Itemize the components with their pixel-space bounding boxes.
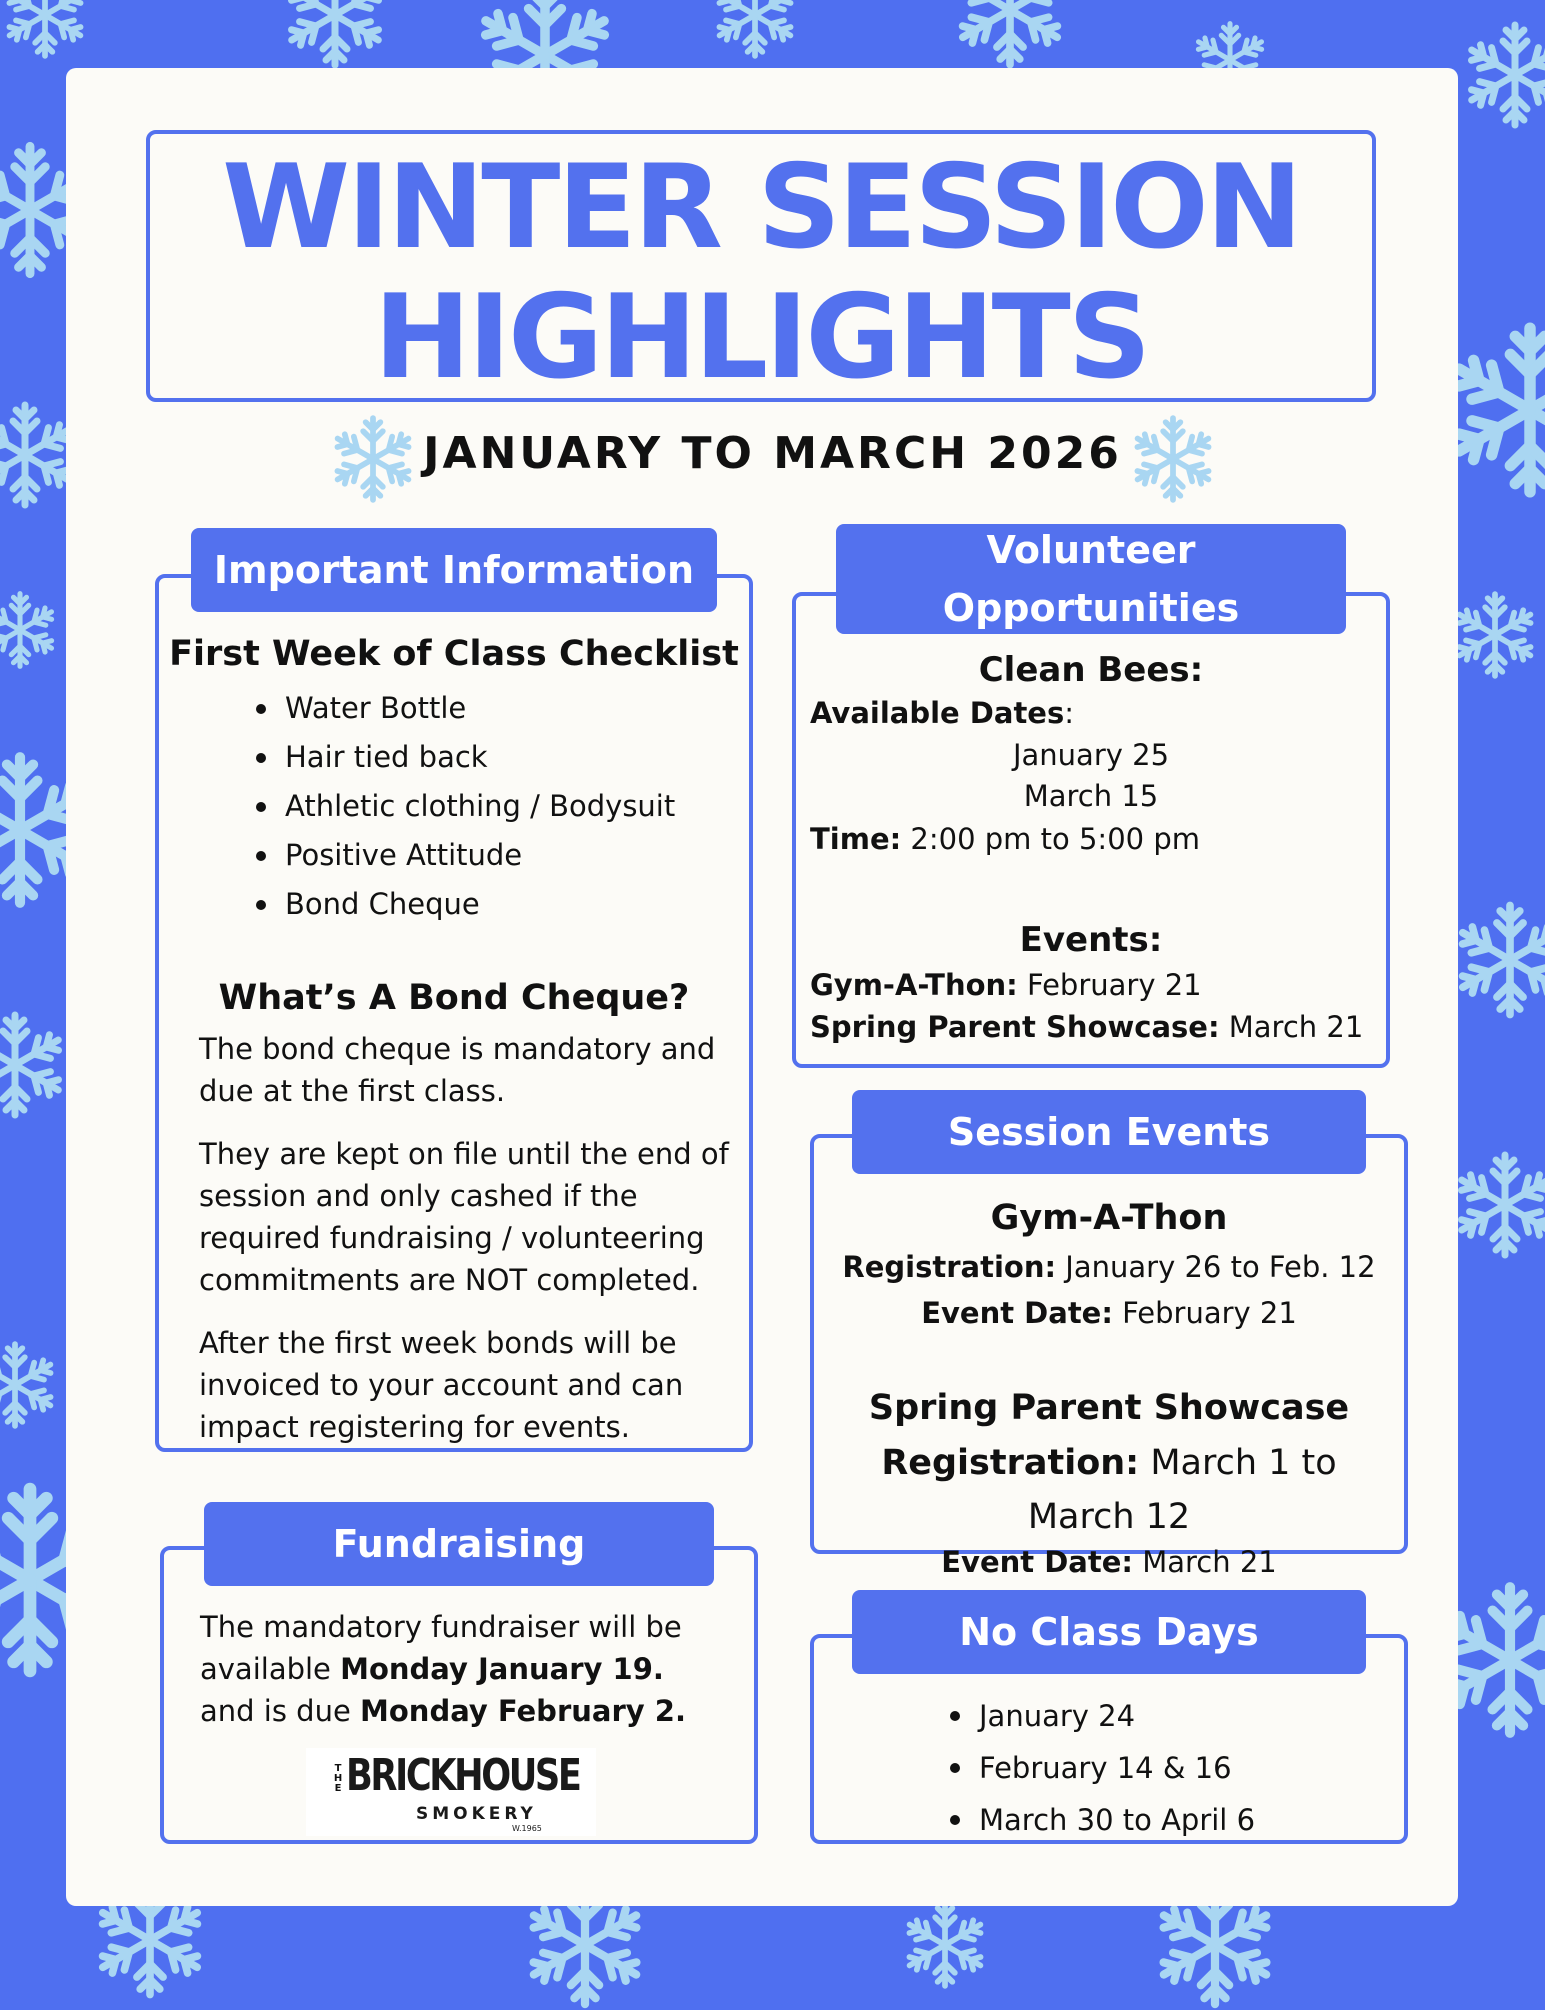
list-item: Water Bottle: [248, 684, 675, 733]
checklist-title: First Week of Class Checklist: [169, 634, 739, 674]
spring-showcase-title: Spring Parent Showcase: [868, 1388, 1350, 1428]
page-title-line1: WINTER SESSION: [222, 140, 1300, 275]
list-item: January 24: [942, 1690, 1255, 1742]
events-title: Events:: [1019, 920, 1163, 960]
snowflake-icon: [1128, 414, 1218, 504]
clean-bees-date: March 15: [1023, 779, 1159, 813]
brickhouse-logo: [306, 1748, 596, 1836]
clean-bees-date: January 25: [1012, 738, 1170, 772]
page-subtitle: JANUARY TO MARCH 2026: [423, 428, 1122, 479]
session-events-header: Session Events: [852, 1090, 1366, 1174]
important-info-header: Important Information: [191, 528, 717, 612]
volunteer-event: Gym-A-Thon: February 21: [810, 968, 1202, 1002]
volunteer-event: Spring Parent Showcase: March 21: [810, 1010, 1364, 1044]
list-item: February 14 & 16: [942, 1742, 1255, 1794]
spring-event-date: Event Date: March 21: [941, 1545, 1277, 1579]
bond-paragraph: After the first week bonds will be invoiced to your account and can impact registering for events.: [199, 1326, 684, 1444]
volunteer-header-line2: Opportunities: [942, 586, 1240, 630]
title-box: [146, 130, 1376, 405]
bond-paragraph: The bond cheque is mandatory and due at the first class.: [199, 1032, 716, 1108]
checklist-list: [248, 684, 675, 929]
snowflake-icon: [0, 0, 90, 60]
snowflake-icon: [328, 414, 418, 504]
list-item: Hair tied back: [248, 733, 675, 782]
snowflake-icon: [280, 0, 390, 70]
snowflake-icon: [0, 1010, 70, 1120]
gym-registration: Registration: January 26 to Feb. 12: [842, 1250, 1376, 1284]
list-item: Athletic clothing / Bodysuit: [248, 782, 675, 831]
snowflake-icon: [0, 590, 60, 670]
no-class-list: [942, 1690, 1255, 1846]
fundraising-text: The mandatory fundraiser will be available Monday January 19. and is due Monday February 2.: [200, 1610, 686, 1728]
logo-name: BRICKHOUSE: [346, 1750, 580, 1801]
list-item: March 30 to April 6: [942, 1794, 1255, 1846]
list-item: Positive Attitude: [248, 831, 675, 880]
list-item: Bond Cheque: [248, 880, 675, 929]
snowflake-icon: [1460, 20, 1545, 130]
gym-event-date: Event Date: February 21: [921, 1296, 1297, 1330]
gym-a-thon-title: Gym-A-Thon: [990, 1198, 1228, 1238]
snowflake-icon: [900, 1900, 990, 1990]
no-class-header: No Class Days: [852, 1590, 1366, 1674]
time-line: Time: 2:00 pm to 5:00 pm: [810, 822, 1200, 856]
logo-est: W.1965: [512, 1824, 542, 1833]
snowflake-icon: [1450, 590, 1540, 680]
bond-paragraph: They are kept on file until the end of session and only cashed if the required fundraising / volunteering commitments are NOT completed.: [199, 1137, 729, 1297]
logo-sub: SMOKERY: [416, 1804, 537, 1824]
page-title-line2: HIGHLIGHTS: [373, 270, 1149, 405]
fundraising-header: Fundraising: [204, 1502, 714, 1586]
logo-the: THE: [333, 1763, 343, 1794]
volunteer-header: [836, 524, 1346, 634]
snowflake-icon: [1450, 1150, 1545, 1260]
snowflake-icon: [950, 0, 1070, 70]
volunteer-header-line1: Volunteer: [986, 528, 1196, 572]
spring-registration: Registration: March 1 to March 12: [881, 1443, 1337, 1537]
bond-title: What’s A Bond Cheque?: [218, 978, 690, 1018]
snowflake-icon: [1450, 900, 1545, 1020]
clean-bees-title: Clean Bees:: [978, 650, 1204, 690]
snowflake-icon: [0, 1340, 60, 1430]
available-dates-label: Available Dates: [810, 696, 1065, 730]
available-dates-line: Available Dates:: [810, 696, 1075, 730]
snowflake-icon: [710, 0, 800, 60]
